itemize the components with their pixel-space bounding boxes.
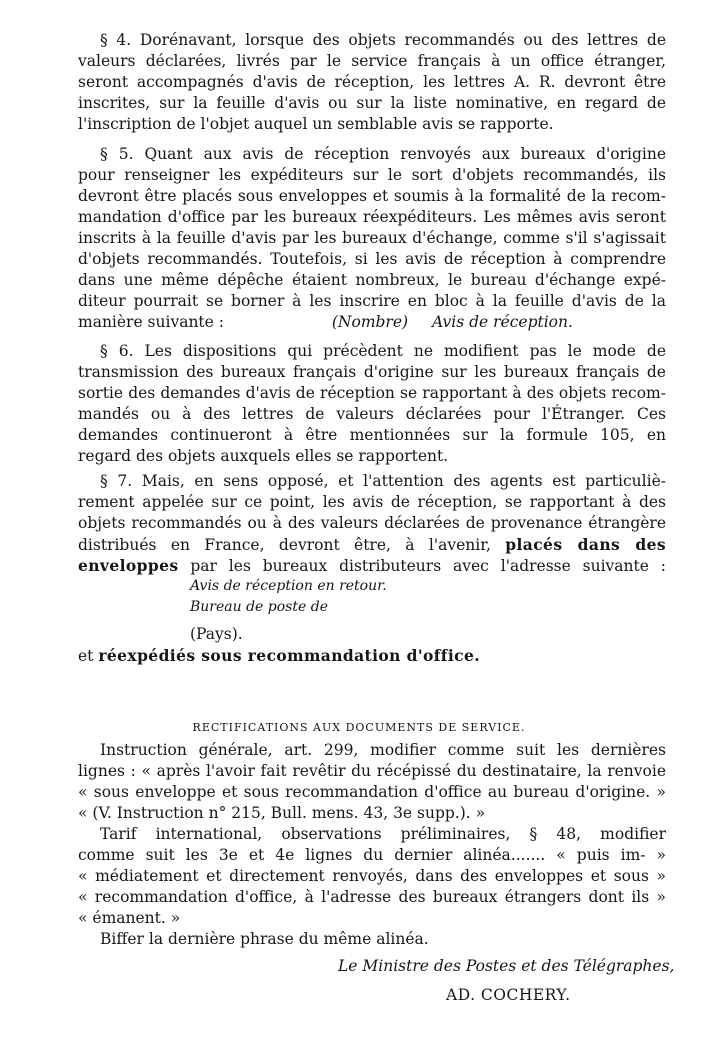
text-line xyxy=(78,534,666,555)
text-line: dans une même dépêche étaient nombreux, le bureau d'échange expé- xyxy=(78,271,666,289)
signature-title: Le Ministre des Postes et des Télégraphes, xyxy=(338,957,675,975)
text-line: transmission des bureaux français d'origine sur les bureaux français de xyxy=(78,363,666,381)
text-span: par les bureaux distributeurs avec l'adresse suivante : xyxy=(190,557,666,575)
text-span: enveloppes xyxy=(78,556,179,575)
text-span: (Nombre) xyxy=(331,313,409,331)
text-line: diteur pourrait se borner à les inscrire en bloc à la feuille d'avis de la xyxy=(78,292,666,310)
paragraph-4 xyxy=(78,30,666,135)
text-line: « (V. Instruction n° 215, Bull. mens. 43, 3e supp.). » xyxy=(78,804,486,822)
text-span: manière suivante : xyxy=(78,313,224,331)
text-line: l'inscription de l'objet auquel un semblable avis se rapporte. xyxy=(78,115,554,133)
text-line: « sous enveloppe et sous recommandation d'office au bureau d'origine. » xyxy=(78,783,666,801)
text-line xyxy=(78,312,666,333)
address-line: Bureau de poste de xyxy=(190,599,328,615)
text-line: « médiatement et directement renvoyés, dans des enveloppes et sous » xyxy=(78,867,666,885)
text-line: § 7. Mais, en sens opposé, et l'attention des agents est particuliè- xyxy=(100,472,666,490)
text-line: « recommandation d'office, à l'adresse des bureaux étrangers dont ils » xyxy=(78,888,666,906)
section-title: RECTIFICATIONS AUX DOCUMENTS DE SERVICE. xyxy=(192,721,526,734)
text-line xyxy=(78,555,666,576)
text-span: Avis de réception. xyxy=(431,313,573,331)
text-line: inscrites, sur la feuille d'avis ou sur la liste nominative, en regard de xyxy=(78,94,666,112)
paragraph-5 xyxy=(78,144,666,333)
text-line: d'objets recommandés. Toutefois, si les avis de réception à comprendre xyxy=(78,250,666,268)
text-line: lignes : « après l'avoir fait revêtir du récépissé du destinataire, la renvoie xyxy=(78,762,666,780)
text-span: réexpédiés sous recommandation d'office. xyxy=(98,646,481,665)
text-line: seront accompagnés d'avis de réception, les lettres A. R. devront être xyxy=(78,73,666,91)
text-line: devront être placés sous enveloppes et soumis à la formalité de la recom- xyxy=(78,187,666,205)
signature-name: AD. COCHERY. xyxy=(446,986,571,1004)
text-line: « émanent. » xyxy=(78,909,181,927)
text-line: demandes continueront à être mentionnées sur la formule 105, en xyxy=(78,426,666,444)
text-line: objets recommandés ou à des valeurs déclarées de provenance étrangère xyxy=(78,514,666,532)
text-line xyxy=(78,645,666,666)
text-line: § 4. Dorénavant, lorsque des objets recommandés ou des lettres de xyxy=(100,31,666,49)
text-line: inscrits à la feuille d'avis par les bureaux d'échange, comme s'il s'agissait xyxy=(78,229,666,247)
address-line: Avis de réception en retour. xyxy=(190,578,387,594)
text-line: § 5. Quant aux avis de réception renvoyés aux bureaux d'origine xyxy=(100,145,666,163)
text-line: § 6. Les dispositions qui précèdent ne modifient pas le mode de xyxy=(100,342,666,360)
paragraph-6 xyxy=(78,341,666,467)
text-line: regard des objets auxquels elles se rapportent. xyxy=(78,447,449,465)
text-line: rement appelée sur ce point, les avis de réception, se rapportant à des xyxy=(78,493,666,511)
text-line: comme suit les 3e et 4e lignes du dernier alinéa....... « puis im- » xyxy=(78,846,666,864)
address-line: (Pays). xyxy=(190,625,243,643)
text-span: et xyxy=(78,647,94,665)
text-line: Biffer la dernière phrase du même alinéa. xyxy=(100,930,429,948)
text-line: Instruction générale, art. 299, modifier comme suit les dernières xyxy=(100,741,666,759)
paragraph-7 xyxy=(78,471,666,666)
text-line: pour renseigner les expéditeurs sur le sort d'objets recommandés, ils xyxy=(78,166,666,184)
rectifications-body xyxy=(78,740,666,950)
text-line: mandés ou à des lettres de valeurs déclarées pour l'Étranger. Ces xyxy=(78,405,666,423)
text-line: Tarif international, observations préliminaires, § 48, modifier xyxy=(100,825,666,843)
text-line: mandation d'office par les bureaux réexpéditeurs. Les mêmes avis seront xyxy=(78,208,666,226)
text-line: sortie des demandes d'avis de réception se rapportant à des objets recom- xyxy=(78,384,666,402)
text-span: placés dans des xyxy=(505,535,666,554)
text-span: distribués en France, devront être, à l'avenir, xyxy=(78,536,491,554)
text-line: valeurs déclarées, livrés par le service français à un office étranger, xyxy=(78,52,666,70)
